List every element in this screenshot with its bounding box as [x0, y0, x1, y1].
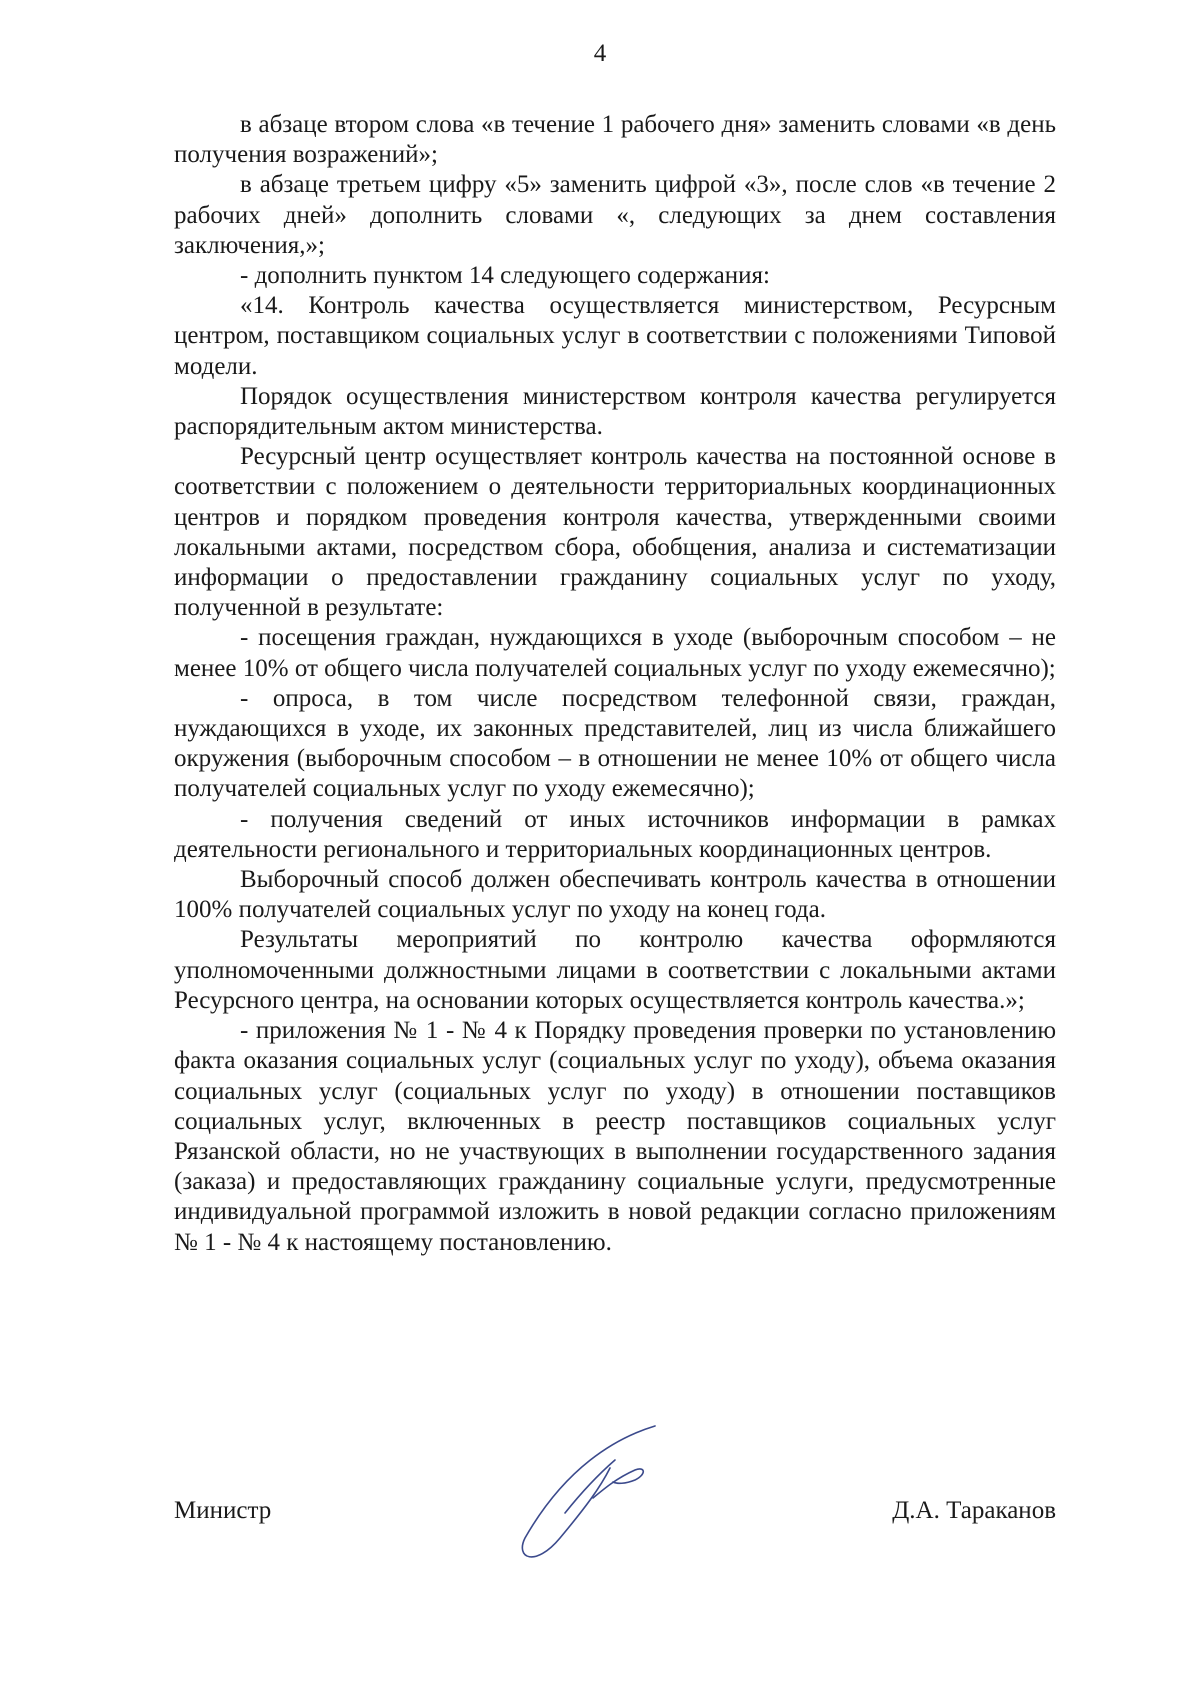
paragraph-12: - приложения № 1 - № 4 к Порядку проведения проверки по установлению факта оказания социальных услуг (социальных услуг по уходу), объема оказания социальных услуг (социальных услуг по уходу) в отношении поставщиков социальных услуг, включенных в реестр поставщиков социальных услуг Рязанской области, но не участвующих в выполнении государственного задания (заказа) и предоставляющих гражданину социальные услуги, предусмотренные индивидуальной программой изложить в новой редакции согласно приложениям № 1 - № 4 к настоящему постановлению. — [174, 1017, 1056, 1256]
document-body — [174, 110, 1056, 1258]
paragraph-11: Результаты мероприятий по контролю качества оформляются уполномоченными должностными лицами в соответствии с локальными актами Ресурсного центра, на основании которых осуществляется контроль качества.»; — [174, 926, 1056, 1014]
handwritten-signature — [505, 1418, 725, 1578]
paragraph-7: - посещения граждан, нуждающихся в уходе (выборочным способом – не менее 10% от общего числа получателей социальных услуг по уходу ежемесячно); — [174, 624, 1056, 682]
paragraph-8: - опроса, в том числе посредством телефонной связи, граждан, нуждающихся в уходе, их законных представителей, лиц из числа ближайшего окружения (выборочным способом – в отношении не менее 10% от общего числа получателей социальных услуг по уходу ежемесячно); — [174, 684, 1056, 803]
page-number: 4 — [593, 40, 607, 67]
paragraph-4: «14. Контроль качества осуществляется министерством, Ресурсным центром, поставщиком социальных услуг в соответствии с положениями Типовой модели. — [174, 292, 1056, 380]
paragraph-5: Порядок осуществления министерством контроля качества регулируется распорядительным актом министерства. — [174, 382, 1056, 441]
paragraph-1: в абзаце втором слова «в течение 1 рабочего дня» заменить словами «в день получения возражений»; — [174, 111, 1056, 169]
signer-name: Д.А. Тараканов — [892, 1497, 1056, 1524]
paragraph-3: - дополнить пунктом 14 следующего содержания: — [240, 262, 770, 290]
paragraph-10: Выборочный способ должен обеспечивать контроль качества в отношении 100% получателей социальных услуг по уходу на конец года. — [174, 866, 1056, 924]
paragraph-2: в абзаце третьем цифру «5» заменить цифрой «3», после слов «в течение 2 рабочих дней» дополнить словами «, следующих за днем составления заключения,»; — [174, 171, 1056, 259]
paragraph-6: Ресурсный центр осуществляет контроль качества на постоянной основе в соответствии с положением о деятельности территориальных координационных центров и порядком проведения контроля качества, утвержденными своими локальными актами, посредством сбора, обобщения, анализа и систематизации информации о предоставлении гражданину социальных услуг по уходу, полученной в результате: — [174, 443, 1056, 622]
signer-position: Министр — [174, 1497, 272, 1524]
paragraph-9: - получения сведений от иных источников информации в рамках деятельности регионального и территориальных координационных центров. — [174, 805, 1056, 863]
